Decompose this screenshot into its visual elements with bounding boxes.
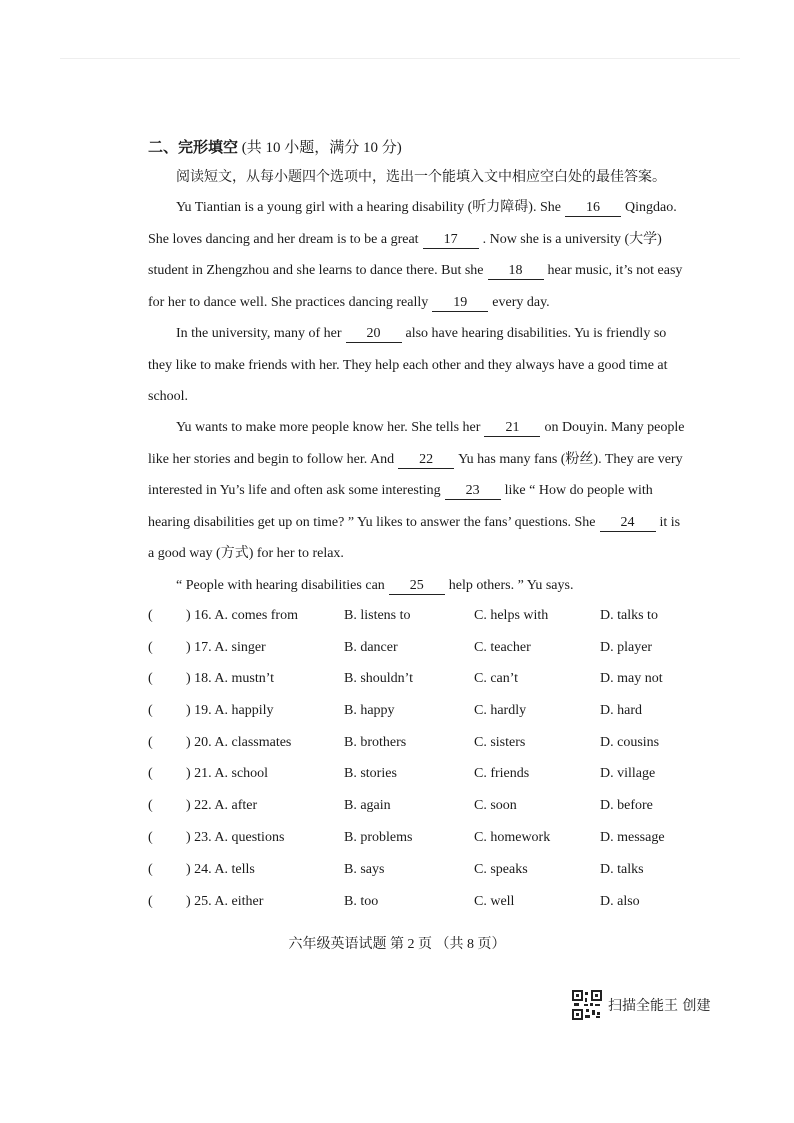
answer-paren[interactable]: ( (148, 608, 153, 623)
p1-text-5: every day. (492, 294, 550, 310)
option-a[interactable]: ) 21. A. school (186, 766, 269, 781)
p3-text-5: it is a good way (方式) for her to relax. (148, 514, 681, 561)
option-b[interactable]: B. listens to (344, 608, 411, 623)
paragraph-4 (148, 570, 688, 602)
option-a[interactable]: ) 18. A. mustn’t (186, 671, 275, 686)
p1-text-4: hear music, it’s not easy for her to dance well. She practices dancing really (148, 263, 683, 310)
section-title (148, 136, 402, 157)
option-b[interactable]: B. happy (344, 703, 395, 718)
option-b[interactable]: B. too (344, 894, 379, 909)
blank-25[interactable]: 25 (389, 578, 445, 595)
answer-paren[interactable]: ( (148, 830, 153, 845)
option-a[interactable]: ) 24. A. tells (186, 862, 255, 877)
blank-24[interactable]: 24 (600, 515, 656, 532)
option-a[interactable]: ) 22. A. after (186, 798, 258, 813)
scan-edge-line (60, 58, 740, 59)
blank-20[interactable]: 20 (346, 326, 402, 343)
p4-text-1: “ People with hearing disabilities can (176, 578, 385, 593)
p3-text-4: like “ How do people with hearing disabilities get up on time? ” Yu likes to answer the fans’ questions. She (148, 483, 653, 530)
option-c[interactable]: C. sisters (474, 735, 526, 750)
watermark-text: 扫描全能王 创建 (608, 998, 711, 1014)
option-d[interactable]: D. village (600, 766, 656, 781)
paragraph-2 (148, 318, 688, 413)
section-title-note: (共 10 小题，满分 10 分) (241, 140, 402, 156)
answer-paren[interactable]: ( (148, 766, 153, 781)
option-a[interactable]: ) 17. A. singer (186, 640, 266, 655)
option-c[interactable]: C. helps with (474, 608, 549, 623)
p2-text-1: In the university, many of her (176, 326, 342, 341)
instruction: 阅读短文，从每小题四个选项中，选出一个能填入文中相应空白处的最佳答案。 (176, 170, 666, 185)
answer-paren[interactable]: ( (148, 894, 153, 909)
p4-text-2: help others. ” Yu says. (448, 578, 574, 593)
answer-paren[interactable]: ( (148, 735, 153, 750)
blank-16[interactable]: 16 (565, 200, 621, 217)
p3-text-1: Yu wants to make more people know her. She tells her (176, 420, 481, 435)
option-d[interactable]: D. hard (600, 703, 642, 718)
scanner-watermark (572, 990, 710, 1020)
option-c[interactable]: C. speaks (474, 862, 528, 877)
answer-paren[interactable]: ( (148, 798, 153, 813)
option-c[interactable]: C. soon (474, 798, 517, 813)
option-d[interactable]: D. also (600, 894, 640, 909)
blank-18[interactable]: 18 (488, 263, 544, 280)
page-footer: 六年级英语试题 第 2 页 （共 8 页） (288, 937, 506, 952)
blank-23[interactable]: 23 (445, 483, 501, 500)
option-d[interactable]: D. before (600, 798, 653, 813)
blank-19[interactable]: 19 (432, 295, 488, 312)
p1-text-2: Qingdao. She loves dancing and her dream is to be a great (148, 200, 677, 247)
p1-text-1: Yu Tiantian is a young girl with a hearing disability (听力障碍). She (176, 200, 561, 215)
option-b[interactable]: B. again (344, 798, 391, 813)
p1-text-3: . Now she is a university (大学) student in Zhengzhou and she learns to dance there. But she (148, 231, 662, 278)
option-d[interactable]: D. cousins (600, 735, 660, 750)
option-c[interactable]: C. friends (474, 766, 530, 781)
option-a[interactable]: ) 16. A. comes from (186, 608, 298, 623)
option-d[interactable]: D. talks to (600, 608, 658, 623)
blank-17[interactable]: 17 (423, 232, 479, 249)
option-d[interactable]: D. player (600, 640, 653, 655)
option-c[interactable]: C. well (474, 894, 515, 909)
option-b[interactable]: B. shouldn’t (344, 671, 413, 686)
option-b[interactable]: B. stories (344, 766, 397, 781)
paragraph-1 (148, 192, 688, 318)
answer-paren[interactable]: ( (148, 671, 153, 686)
option-d[interactable]: D. may not (600, 671, 663, 686)
option-b[interactable]: B. brothers (344, 735, 407, 750)
option-d[interactable]: D. talks (600, 862, 644, 877)
option-c[interactable]: C. can’t (474, 671, 519, 686)
option-a[interactable]: ) 20. A. classmates (186, 735, 292, 750)
option-a[interactable]: ) 23. A. questions (186, 830, 285, 845)
blank-22[interactable]: 22 (398, 452, 454, 469)
answer-paren[interactable]: ( (148, 862, 153, 877)
qr-code-icon (572, 990, 602, 1020)
p2-text-2: also have hearing disabilities. Yu is friendly so they like to make friends with her. They help each other and they always have a good time at school. (148, 326, 668, 404)
option-b[interactable]: B. says (344, 862, 385, 877)
answer-paren[interactable]: ( (148, 640, 153, 655)
option-d[interactable]: D. message (600, 830, 665, 845)
option-c[interactable]: C. teacher (474, 640, 531, 655)
option-b[interactable]: B. problems (344, 830, 413, 845)
option-c[interactable]: C. homework (474, 830, 551, 845)
option-b[interactable]: B. dancer (344, 640, 398, 655)
option-a[interactable]: ) 19. A. happily (186, 703, 274, 718)
option-a[interactable]: ) 25. A. either (186, 894, 264, 909)
blank-21[interactable]: 21 (484, 420, 540, 437)
section-title-bold: 二、完形填空 (148, 140, 239, 156)
p3-text-2: on Douyin. Many people like her stories and begin to follow her. And (148, 420, 685, 467)
option-c[interactable]: C. hardly (474, 703, 527, 718)
answer-paren[interactable]: ( (148, 703, 153, 718)
p3-text-3: Yu has many fans (粉丝). They are very interested in Yu’s life and often ask some interesting (148, 451, 683, 498)
paragraph-3 (148, 412, 688, 570)
